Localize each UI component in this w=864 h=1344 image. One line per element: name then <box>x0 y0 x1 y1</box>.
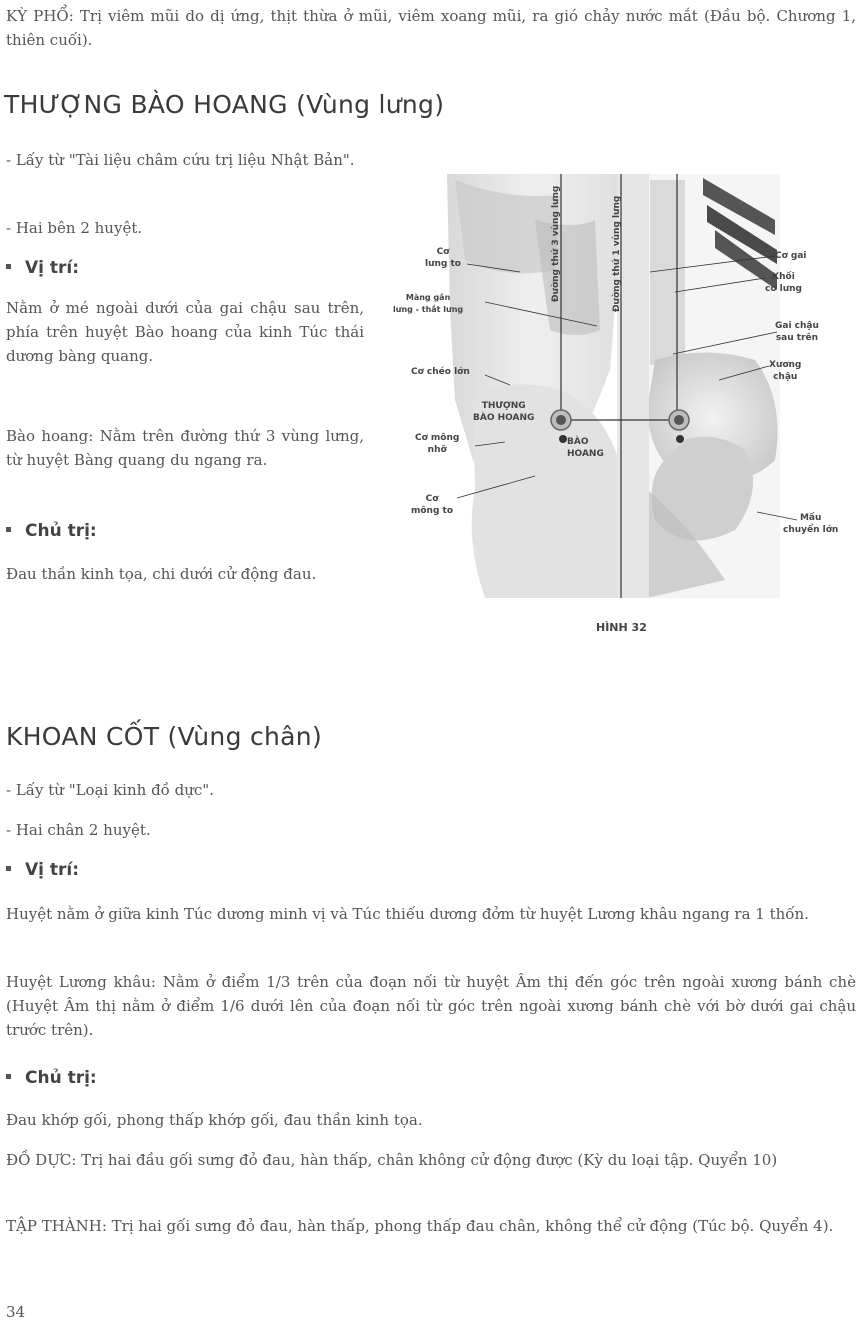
label-xuong-chau: Xương chậu <box>769 360 802 382</box>
section1-count: - Hai bên 2 huyệt. <box>6 219 143 237</box>
label-co-cheo-lon: Cơ chéo lớn <box>411 367 470 377</box>
section2-ref-tap-thanh: TẬP THÀNH: Trị hai gối sưng đỏ đau, hàn thấp, phong thấp đau chân, không thể cử động (Túc bộ. Quyển 4). <box>6 1217 834 1235</box>
intro-paragraph: KỲ PHỔ: Trị viêm mũi do dị ứng, thịt thừa ở mũi, viêm xoang mũi, ra gió chảy nước mắt (Đầu bộ. Chương 1, thiên cuối). <box>6 7 856 49</box>
label-co-mong-nho: Cơ mông nhỡ <box>415 433 460 455</box>
label-mang-gan: Màng gân lưng - thắt lưng <box>393 293 464 314</box>
section2-treatment-heading: Chủ trị: <box>6 1068 97 1088</box>
bullet-icon <box>6 527 11 532</box>
section1-position-heading: Vị trí: <box>6 258 79 278</box>
figure-illustration <box>385 160 863 600</box>
section1-position-text: Nằm ở mé ngoài dưới của gai chậu sau trên, phía trên huyệt Bào hoang của kinh Túc thái dương bàng quang. <box>6 299 364 365</box>
section-title-khoan-cot: KHOAN CỐT (Vùng chân) <box>6 722 323 751</box>
section2-source: - Lấy từ "Loại kinh đồ dực". <box>6 781 214 799</box>
section2-ref-do-duc: ĐỒ DỰC: Trị hai đầu gối sưng đỏ đau, hàn thấp, chân không cử động được (Kỳ du loại tập. Quyển 10) <box>6 1151 778 1169</box>
page-number: 34 <box>6 1303 26 1321</box>
section1-bao-hoang-text: Bào hoang: Nằm trên đường thứ 3 vùng lưng, từ huyệt Bàng quang du ngang ra. <box>6 427 364 469</box>
bullet-icon <box>6 1074 11 1079</box>
label-co-gai: Cơ gai <box>775 251 807 261</box>
label-gai-chau: Gai chậu sau trên <box>775 321 819 343</box>
section2-treatment-text: Đau khớp gối, phong thấp khớp gối, đau thần kinh tọa. <box>6 1111 423 1129</box>
figure-caption: HÌNH 32 <box>596 621 647 634</box>
label-mau-chuyen-lon: Mấu chuyển lớn <box>783 513 839 535</box>
bullet-icon <box>6 866 11 871</box>
section2-position-heading: Vị trí: <box>6 860 79 880</box>
section2-count: - Hai chân 2 huyệt. <box>6 821 151 839</box>
label-co-lung-to: Cơ lưng to <box>425 247 461 269</box>
line3-label: Đường thứ 3 vùng lưng <box>551 185 561 302</box>
line1-label: Đường thứ 1 vùng lưng <box>612 195 622 312</box>
section2-luong-khau-text: Huyệt Lương khâu: Nằm ở điểm 1/3 trên của đoạn nối từ huyệt Âm thị đến góc trên ngoài xương bánh chè (Huyệt Âm thị nằm ở điểm 1/6 dưới lên của đoạn nối từ góc trên ngoài xương bánh chè với bờ dưới gai chậu trước trên). <box>6 973 856 1039</box>
section1-treatment-text: Đau thần kinh tọa, chi dưới cử động đau. <box>6 565 317 583</box>
label-thuong-bao-hoang: THƯỢNG BÀO HOANG <box>473 401 535 423</box>
section1-treatment-heading: Chủ trị: <box>6 521 97 541</box>
section2-position-text: Huyệt nằm ở giữa kinh Túc dương minh vị và Túc thiếu dương đởm từ huyệt Lương khâu ngang ra 1 thốn. <box>6 905 809 923</box>
bullet-icon <box>6 264 11 269</box>
label-co-mong-to: Cơ mông to <box>411 494 454 516</box>
label-khoi-co-lung: Khối cơ lưng <box>765 272 802 294</box>
label-bao-hoang: BÀO HOANG <box>567 437 604 459</box>
section-title-thuong-bao-hoang: THƯỢNG BÀO HOANG (Vùng lưng) <box>4 90 445 119</box>
section1-source: - Lấy từ "Tài liệu châm cứu trị liệu Nhật Bản". <box>6 151 355 169</box>
